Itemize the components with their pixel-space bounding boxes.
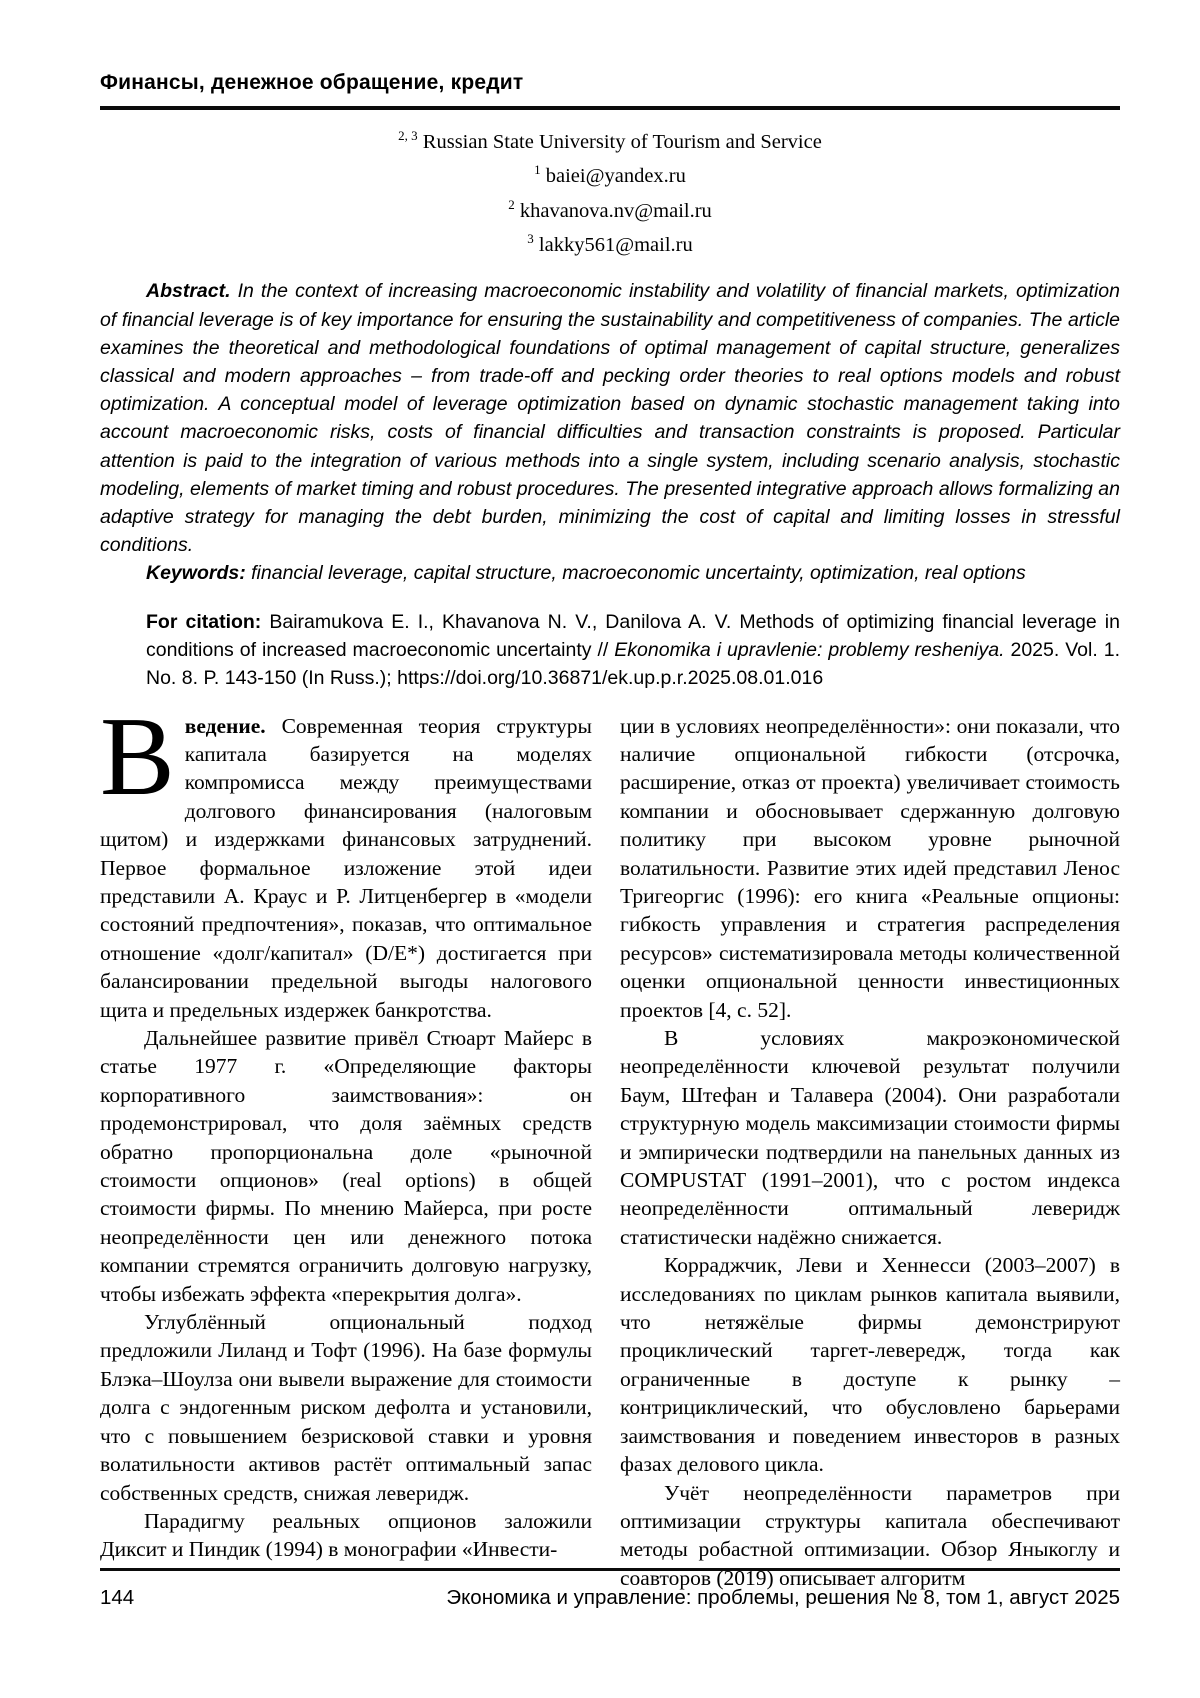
author-email: khavanova.nv@mail.ru [519,199,712,222]
abstract-text: In the context of increasing macroeconomic instability and volatility of financial markets, optimization of financial leverage is of key importance for ensuring the sustainability and competitiveness of companies. The article examines the theoretical and methodological foundations of optimal management of capital structure, generalizes classical and modern approaches – from trade-off and pecking order theories to real options models and robust optimization. A conceptual model of leverage optimization based on dynamic stochastic management taking into account macroeconomic risks, costs of financial difficulties and transaction constraints is proposed. Particular attention is paid to the integration of various methods into a single system, including scenario analysis, stochastic modeling, elements of market timing and robust procedures. The presented integrative approach allows formalizing an adaptive strategy for managing the debt burden, minimizing the cost of capital and limiting losses in stressful conditions. [100,280,1120,557]
article-body [100,694,1120,1593]
footnote-marker: 1 [534,162,541,178]
citation-text: Bairamukova E. I., Khavanova N. V., Danilova A. V. Methods of optimizing financial leverage in conditions of increased macroeconomic uncertainty // [146,610,1120,661]
paragraph: Дальнейшее развитие привёл Стюарт Майерс в статье 1977 г. «Определяющие факторы корпоративного заимствования»: он продемонстрировал, что доля заёмных средств обратно пропорциональна доле «рыночной стоимости опционов» (real options) в общей стоимости фирмы. По мнению Майерса, при росте неопределённости цен или денежного потока компании стремятся ограничить долговую нагрузку, чтобы избежать эффекта «перекрытия долга». [100,1026,592,1306]
paragraph: Парадигму реальных опционов заложили Диксит и Пиндик (1994) в монографии «Инвести- [100,1508,592,1562]
running-head: Финансы, денежное обращение, кредит [100,71,524,94]
citation-section [146,608,1120,692]
dropcap: В [100,694,175,819]
affiliation-text: Russian State University of Tourism and Service [422,130,822,153]
citation-text-tail: 2025. Vol. 1. No. 8. P. 143-150 (In Russ.); https://doi.org/10.36871/ek.up.p.r.2025.08.01.016 [146,638,1121,689]
affiliation-block [100,122,1120,259]
body-column-left [100,694,592,1593]
footnote-marker: 3 [527,230,534,246]
author-email: lakky561@mail.ru [538,233,693,256]
affiliation-line [100,122,1120,156]
page-footer [100,1586,1120,1610]
affiliation-line [100,191,1120,225]
author-email: baiei@yandex.ru [545,165,686,188]
footnote-marker: 2, 3 [398,128,418,143]
citation-label: For citation: [146,610,262,633]
affiliation-line [100,156,1120,190]
paragraph: Учёт неопределённости параметров при оптимизации структуры капитала обеспечивают методы робастной оптимизации. Обзор Яныкоглу и соавторов (2019) описывает алгоритм [620,1480,1120,1590]
keywords-label: Keywords: [146,562,246,585]
body-column-right [620,712,1120,1593]
keywords-line [100,559,1120,587]
paragraph: Корраджчик, Леви и Хеннесси (2003–2007) в исследованиях по циклам рынков капитала выявили, что нетяжёлые фирмы демонстрируют проциклический таргет-левередж, тогда как ограниченные в доступе к рынку – контрициклический, что обусловлено барьерами заимствования и поведением инвесторов в разных фазах делового цикла. [620,1253,1120,1477]
header-rule [100,106,1120,110]
footer-rule [100,1568,1120,1571]
paragraph-text: Современная теория структуры капитала базируется на моделях компромисса между преимуществами долгового финансирования (налоговым щитом) и издержками финансовых затруднений. Первое формальное изложение этой идеи представили А. Краус и Р. Литценбергер в «модели состояний предпочтения», показав, что оптимальное отношение «долг/капитал» (D/E*) достигается при балансировании предельной выгоды налогового щита и предельных издержек банкротства. [100,713,592,1022]
page-number: 144 [100,1586,135,1609]
paragraph: В условиях макроэкономической неопределённости ключевой результат получили Баум, Штефан и Талавера (2004). Они разработали структурную модель максимизации стоимости фирмы и эмпирически подтвердили на панельных данных из COMPUSTAT (1991–2001), что с ростом индекса неопределённости оптимальный леверидж статистически надёжно снижается. [620,1026,1120,1249]
footnote-marker: 2 [508,196,515,212]
affiliation-line [100,225,1120,259]
abstract-section [100,277,1120,587]
journal-issue-line: Экономика и управление: проблемы, решения № 8, том 1, август 2025 [446,1586,1120,1609]
intro-paragraph [100,694,592,1024]
paragraph: Углублённый опциональный подход предложили Лиланд и Тофт (1996). На базе формулы Блэка–Шоулза они вывели выражение для стоимости долга с эндогенным риском дефолта и установили, что с повышением безрисковой ставки и уровня волатильности активов растёт оптимальный запас собственных средств, снижая леверидж. [100,1310,592,1505]
citation-paragraph [146,608,1120,692]
abstract-paragraph [100,277,1120,559]
intro-heading: ведение. [184,713,266,738]
keywords-text: financial leverage, capital structure, macroeconomic uncertainty, optimization, real options [251,562,1026,585]
abstract-label: Abstract. [146,280,231,303]
journal-title-transliterated: Ekonomika i upravlenie: problemy resheniya. [614,638,1005,661]
paragraph-continuation: ции в условиях неопределённости»: они показали, что наличие опциональной гибкости (отсрочка, расширение, отказ от проекта) увеличивает стоимость компании и обосновывает сдержанную долговую политику при высоком уровне рыночной волатильности. Развитие этих идей представил Ленос Тригеоргис (1996): его книга «Реальные опционы: гибкость управления и стратегия распределения ресурсов» систематизировала методы количественной оценки опциональной ценности инвестиционных проектов [4, с. 52]. [620,713,1120,1022]
